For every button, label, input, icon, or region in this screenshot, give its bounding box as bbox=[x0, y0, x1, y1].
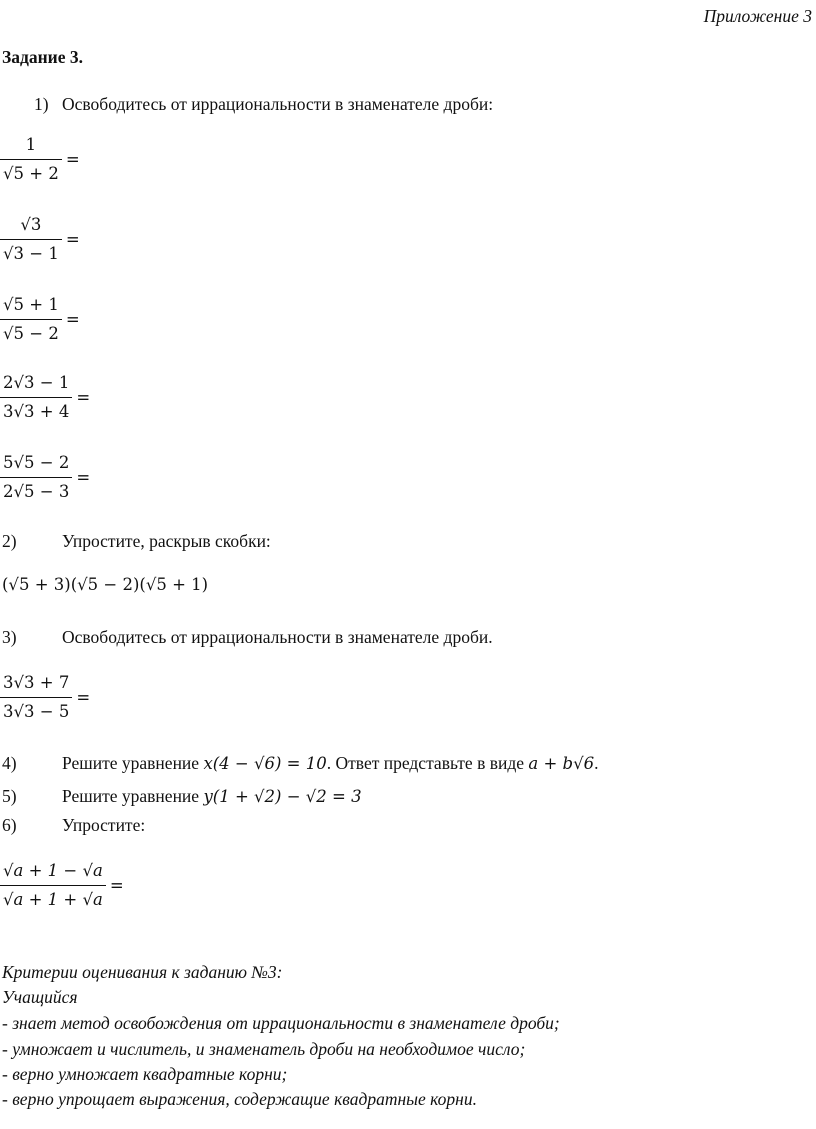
appendix-label: Приложение 3 bbox=[703, 6, 812, 26]
equals-sign: = bbox=[76, 688, 91, 707]
task-4-number: 4) bbox=[2, 753, 17, 773]
criteria-item: - знает метод освобождения от иррациональности в знаменателе дроби; bbox=[2, 1013, 560, 1033]
task-4-end: . bbox=[594, 753, 599, 773]
fraction-5 bbox=[0, 452, 90, 503]
task-4-text-after: . Ответ представьте в виде bbox=[326, 753, 529, 773]
fraction-numerator: 1 bbox=[25, 135, 37, 154]
fraction-4 bbox=[0, 372, 90, 423]
task-2-number: 2) bbox=[2, 531, 17, 551]
criteria-item: - верно умножает квадратные корни; bbox=[2, 1064, 288, 1084]
fraction-numerator: √a + 1 − √a bbox=[3, 861, 103, 880]
fraction-7 bbox=[0, 860, 124, 911]
task-4-line bbox=[62, 753, 599, 774]
equals-sign: = bbox=[109, 876, 124, 895]
criteria-item: - умножает и числитель, и знаменатель дроби на необходимое число; bbox=[2, 1039, 526, 1059]
equals-sign: = bbox=[65, 230, 80, 249]
fraction-denominator: √5 − 2 bbox=[3, 324, 59, 343]
task-4-text: Решите уравнение bbox=[62, 753, 204, 773]
fraction-1 bbox=[0, 134, 80, 185]
expression-2: (√5 + 3)(√5 − 2)(√5 + 1) bbox=[2, 575, 209, 594]
fraction-numerator: √5 + 1 bbox=[3, 295, 59, 314]
equals-sign: = bbox=[76, 388, 91, 407]
criteria-item: - верно упрощает выражения, содержащие квадратные корни. bbox=[2, 1089, 477, 1109]
task-6-text: Упростите: bbox=[62, 815, 146, 835]
task-4-answer-form: a + b√6 bbox=[528, 754, 595, 773]
task-1-number: 1) bbox=[34, 94, 49, 114]
task-3-number: 3) bbox=[2, 627, 17, 647]
task-5-line bbox=[62, 786, 362, 807]
task-6-number: 6) bbox=[2, 815, 17, 835]
equals-sign: = bbox=[65, 150, 80, 169]
task-title: Задание 3. bbox=[2, 47, 84, 67]
equals-sign: = bbox=[76, 468, 91, 487]
fraction-numerator: 5√5 − 2 bbox=[3, 453, 70, 472]
fraction-6 bbox=[0, 672, 90, 723]
fraction-denominator: 3√3 + 4 bbox=[3, 402, 70, 421]
fraction-numerator: √3 bbox=[20, 215, 42, 234]
task-4-equation: x(4 − √6) = 10 bbox=[203, 754, 327, 773]
fraction-denominator: √3 − 1 bbox=[3, 244, 59, 263]
fraction-numerator: 3√3 + 7 bbox=[3, 673, 70, 692]
task-5-number: 5) bbox=[2, 786, 17, 806]
fraction-3 bbox=[0, 294, 80, 345]
task-5-text: Решите уравнение bbox=[62, 786, 204, 806]
criteria-title: Критерии оценивания к заданию №3: bbox=[2, 962, 283, 982]
fraction-denominator: √5 + 2 bbox=[3, 164, 59, 183]
task-2-text: Упростите, раскрыв скобки: bbox=[62, 531, 271, 551]
equals-sign: = bbox=[65, 310, 80, 329]
fraction-2 bbox=[0, 214, 80, 265]
task-5-equation: y(1 + √2) − √2 = 3 bbox=[203, 787, 362, 806]
fraction-numerator: 2√3 − 1 bbox=[3, 373, 70, 392]
fraction-denominator: 2√5 − 3 bbox=[3, 482, 70, 501]
task-3-text: Освободитесь от иррациональности в знаменателе дроби. bbox=[62, 627, 493, 647]
task-1-text: Освободитесь от иррациональности в знаменателе дроби: bbox=[62, 94, 494, 114]
fraction-denominator: 3√3 − 5 bbox=[3, 702, 70, 721]
fraction-denominator: √a + 1 + √a bbox=[3, 890, 103, 909]
criteria-subject: Учащийся bbox=[2, 987, 78, 1007]
